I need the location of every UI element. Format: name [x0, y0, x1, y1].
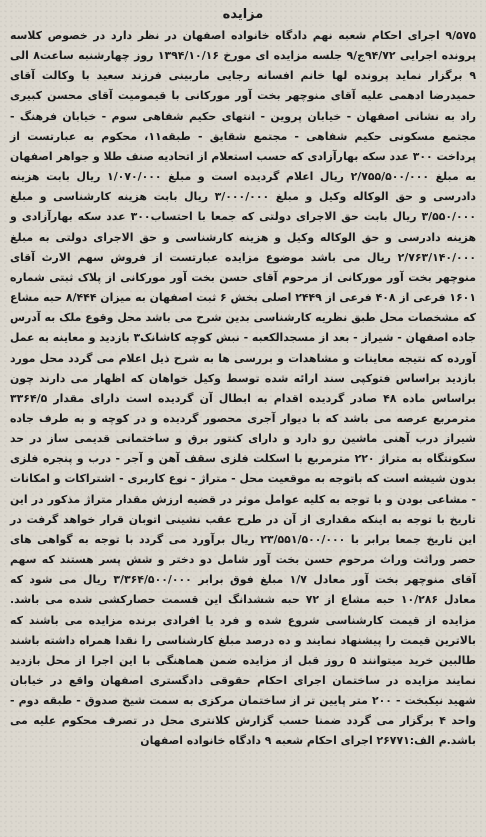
- notice-title: مزایده: [222, 7, 264, 22]
- notice-body: ۹/۵۷۵ اجرای احکام شعبه نهم دادگاه خانواده اصفهان در نظر دارد در خصوص کلاسه پرونده اجرایی ۹۴/۷۲ج/۹ جلسه مزایده ای مورخ ۱۳۹۴/۱۰/۱۶ روز چهارشنبه ساعت۸ الی ۹ برگزار نماید پرونده لها خانم افسانه رجایی ماربینی فرزند سعید با وکالت آقای حمیدرضا ادهمی علیه آقای منوچهر بخت آور مورکانی با قیمومیت آقای محسن کبیری راد به نشانی اصفهان - خیابان پروین - انتهای حکیم شفاهی سوم - خیابان فرهنگ - مجتمع مسکونی حکیم شفاهی - مجتمع شقایق - طبقه۱۱، محکوم به عبارتست از پرداخت ۳۰۰ عدد سکه بهارآزادی که حسب استعلام از اتحادیه صنف طلا و جواهر اصفهان به مبلغ ۲/۷۵۵/۵۰۰/۰۰۰ ریال اعلام گردیده است و مبلغ ۱/۰۷۰/۰۰۰ ریال بابت هزینه دادرسی و حق الوکاله وکیل و مبلغ ۳/۰۰۰/۰۰۰ ریال بابت هزینه کارشناسی و مبلغ ۳/۵۵۰/۰۰۰ ریال بابت حق الاجرای دولتی که جمعا با احتساب۳۰۰ عدد سکه بهارآزادی و هزینه دادرسی و حق الوکاله وکیل و هزینه کارشناسی و حق الاجرای دولتی به مبلغ ۲/۷۶۳/۱۴۰/۰۰۰ ریال می باشد موضوع مزایده عبارتست از فروش سهم الارث آقای منوچهر بخت آور مورکانی از مرحوم آقای حسن بخت آور مورکانی از پلاک ثبتی شماره ۱۶۰۱ فرعی از ۴۰۸ فرعی از ۲۴۴۹ اصلی بخش ۶ ثبت اصفهان به میزان ۸/۴۴۴ حبه مشاع که مشخصات محل طبق نظریه کارشناسی بدین شرح می باشد محل وقوع ملک به آدرس جاده اصفهان - شیراز - بعد از مسجدالکعبه - نبش کوچه کاشانک۳ بازدید و معاینه به عمل آورده که نتیجه معاینات و مشاهدات و بررسی ها به شرح ذیل اعلام می گردد محل مورد بازدید براساس فتوکپی سند ارائه شده توسط وکیل خواهان که اظهار می دارند چون براساس ماده ۴۸ صادر گردیده اقدام به ابطال آن گردیده است دارای مقدار ۳۳۶۴/۵ مترمربع عرصه می باشد که با دیوار آجری محصور گردیده و در کوچه و به طرف جاده شیراز درب آهنی ماشین رو دارد و دارای کنتور برق و ساختمانی قدیمی ساز در حد سکونتگاه به متراژ ۲۲۰ مترمربع با اسکلت فلزی سقف آهن و آجر - درب و پنجره فلزی بدون شیشه است که باتوجه به موقعیت محل - متراژ - نوع کاربری - اشتراکات و امکانات - مشاعی بودن و با توجه به کلیه عوامل موثر در قضیه ارزش مقدار متراژ مذکور در این تاریخ با توجه به اینکه مقداری از آن در طرح عقب نشینی اتوبان قرار خواهد گرفت در این تاریخ جمعا برابر با ۲۳/۵۵۱/۵۰۰/۰۰۰ ریال برآورد می گردد با توجه به گواهی های حصر وراثت وراث مرحوم حسن بخت آور شامل دو دختر و شش پسر هستند که سهم آقای منوچهر بخت آور معادل ۱/۷ مبلغ فوق برابر ۳/۳۶۴/۵۰۰/۰۰۰ ریال می شود که معادل ۱۰/۲۸۶ حبه مشاع از ۷۲ حبه ششدانگ این قسمت حصارکشی شده می باشد. مزایده از قیمت کارشناسی شروع شده و فرد یا افرادی برنده مزایده می باشند که بالاترین قیمت را پیشنهاد نمایند و ده درصد مبلغ کارشناسی را نقدا همراه داشته باشند طالبین خرید میتوانند ۵ روز قبل از مزایده ضمن هماهنگی با این اجرا از محل بازدید نمایند مزایده در ساختمان اجرای احکام حقوقی دادگستری اصفهان واقع در خیابان شهید نیکبخت - ۲۰۰ متر پایین تر از ساختمان مرکزی به سمت شیخ صدوق - طبقه دوم - واحد ۴ برگزار می گردد ضمنا حسب گزارش کلانتری محل در تصرف محکوم علیه می باشد.م الف:۲۶۷۷۱ اجرای احکام شعبه ۹ دادگاه خانواده اصفهان: [10, 29, 477, 748]
